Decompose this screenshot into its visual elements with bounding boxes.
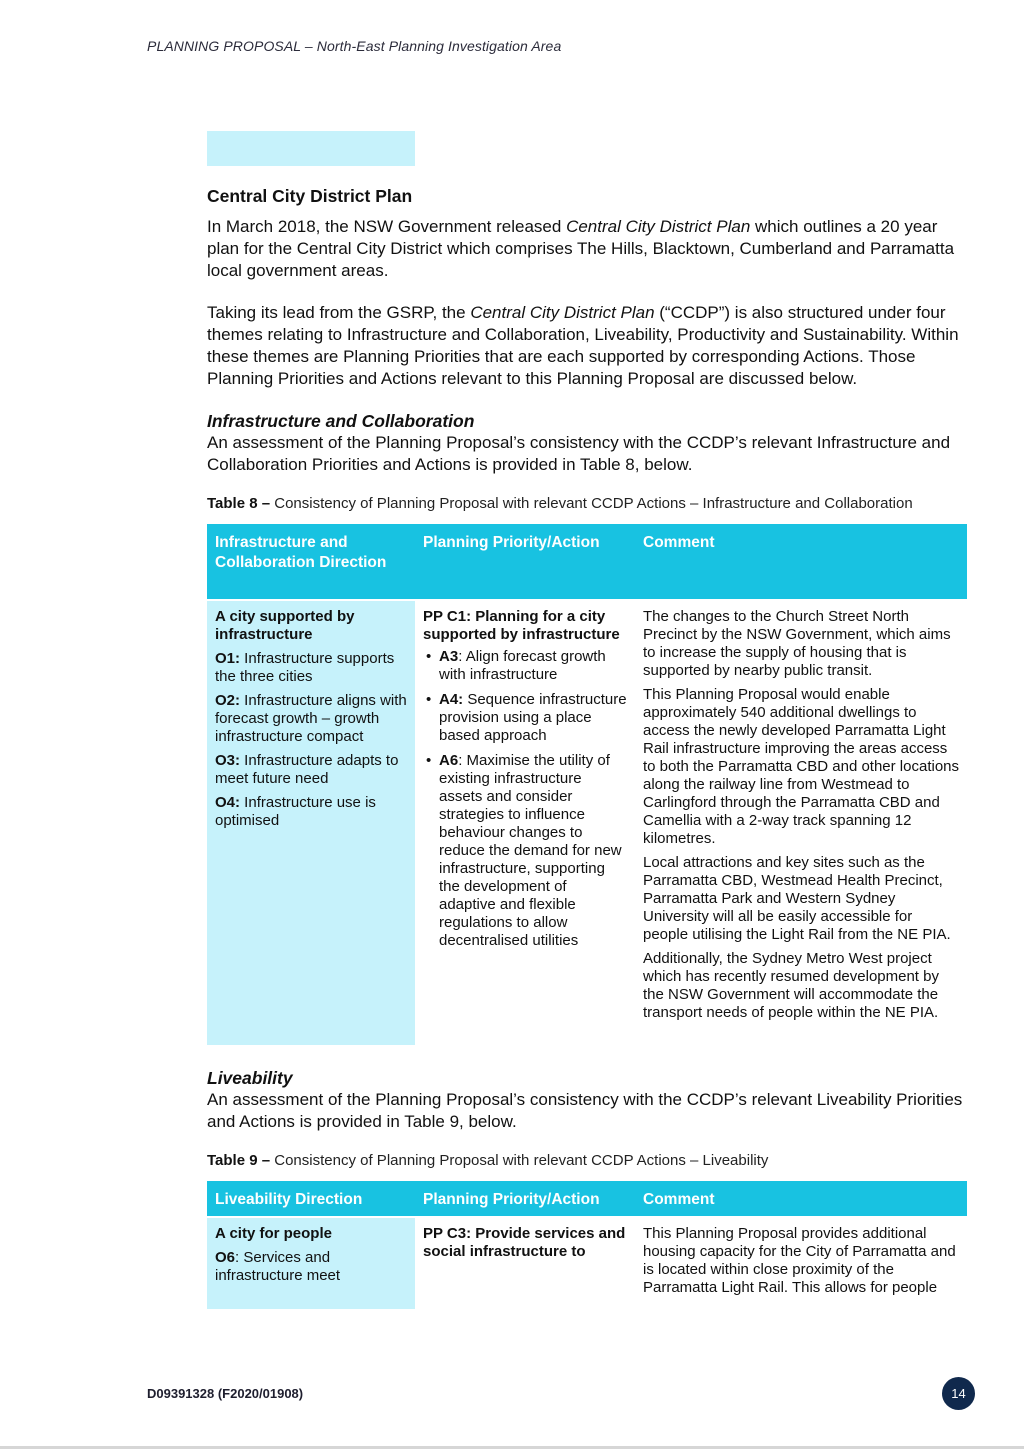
objective-code: O1: bbox=[215, 650, 241, 667]
direction-cell bbox=[207, 600, 415, 1045]
paragraph-themes bbox=[207, 302, 967, 390]
priority-title: PP C1: Planning for a city supported by infrastructure bbox=[423, 608, 620, 643]
plan-title-italic: Central City District Plan bbox=[566, 217, 751, 236]
action-item bbox=[423, 648, 627, 684]
liveability-heading: Liveability bbox=[207, 1068, 293, 1088]
objective-item bbox=[215, 650, 407, 686]
main-content bbox=[207, 186, 967, 1309]
table-header-row bbox=[207, 1181, 967, 1217]
caption-label: Table 9 – bbox=[207, 1152, 271, 1169]
comment-paragraph: The changes to the Church Street North Precinct by the NSW Government, which aims to increase the supply of housing that is supported by nearby public transit. bbox=[643, 608, 951, 679]
objective-item bbox=[215, 1249, 407, 1285]
objective-item bbox=[215, 692, 407, 746]
paragraph-text: Taking its lead from the GSRP, the bbox=[207, 303, 471, 322]
action-text: : Align forecast growth with infrastructure bbox=[439, 648, 606, 683]
action-code: A6 bbox=[439, 752, 459, 769]
action-list bbox=[423, 648, 627, 950]
table-9 bbox=[207, 1181, 967, 1309]
table-8-caption bbox=[207, 494, 967, 514]
action-code: A4: bbox=[439, 691, 464, 708]
priority-cell bbox=[415, 1217, 635, 1309]
objective-code: O4: bbox=[215, 794, 241, 811]
priority-title: PP C3: Provide services and social infrastructure to bbox=[423, 1225, 626, 1260]
caption-text: Consistency of Planning Proposal with relevant CCDP Actions – Infrastructure and Collaboration bbox=[270, 495, 913, 512]
comment-paragraph: This Planning Proposal would enable approximately 540 additional dwellings to access the newly developed Parramatta Light Rail infrastructure improving the areas access to both the Parramatta CBD and other locations along the railway line from Westmead to Carlingford through the Parramatta CBD and Camellia with a 2-way track spanning 12 kilometres. bbox=[643, 686, 960, 847]
direction-cell bbox=[207, 1217, 415, 1309]
objective-code: O3: bbox=[215, 752, 241, 769]
table-row bbox=[207, 600, 967, 1045]
column-header: Planning Priority/Action bbox=[415, 1181, 635, 1217]
highlight-block bbox=[207, 131, 415, 166]
table-header-row bbox=[207, 524, 967, 600]
column-header: Comment bbox=[635, 524, 967, 600]
caption-label: Table 8 – bbox=[207, 495, 271, 512]
paragraph-text: In March 2018, the NSW Government released bbox=[207, 217, 567, 236]
action-text: Sequence infrastructure provision using a place based approach bbox=[439, 691, 627, 744]
plan-title-italic: Central City District Plan bbox=[470, 303, 655, 322]
table-9-caption bbox=[207, 1151, 967, 1171]
action-item bbox=[423, 691, 627, 745]
caption-text: Consistency of Planning Proposal with relevant CCDP Actions – Liveability bbox=[270, 1152, 769, 1169]
liveability-intro: An assessment of the Planning Proposal’s consistency with the CCDP’s relevant Liveability Priorities and Actions is provided in Table 9, below. bbox=[207, 1090, 963, 1131]
infrastructure-heading: Infrastructure and Collaboration bbox=[207, 411, 475, 431]
section-title: Central City District Plan bbox=[207, 186, 413, 206]
objective-code: O6 bbox=[215, 1249, 236, 1266]
objective-item bbox=[215, 752, 407, 788]
table-row bbox=[207, 1217, 967, 1309]
action-item bbox=[423, 752, 627, 950]
objective-code: O2: bbox=[215, 692, 241, 709]
action-text: : Maximise the utility of existing infrastructure assets and consider strategies to influence behaviour changes to reduce the demand for new infrastructure, supporting the development of adaptive and flexible regulations to allow decentralised utilities bbox=[439, 752, 622, 949]
objective-text: Infrastructure aligns with forecast growth – growth infrastructure compact bbox=[215, 692, 407, 745]
objective-text: Infrastructure supports the three cities bbox=[215, 650, 395, 685]
document-id: D09391328 (F2020/01908) bbox=[147, 1386, 304, 1401]
comment-paragraph: Local attractions and key sites such as the Parramatta CBD, Westmead Health Precinct, Parramatta Park and Western Sydney University will all be easily accessible for people utilising the Light Rail from the NE PIA. bbox=[643, 854, 951, 943]
column-header: Comment bbox=[635, 1181, 967, 1217]
column-header: Infrastructure and Collaboration Direction bbox=[207, 524, 415, 600]
page-number-badge: 14 bbox=[942, 1377, 975, 1410]
paragraph-intro bbox=[207, 216, 967, 282]
direction-title: A city supported by infrastructure bbox=[215, 608, 355, 643]
objective-text: : Services and infrastructure meet bbox=[215, 1249, 341, 1284]
comment-cell bbox=[635, 1217, 967, 1309]
comment-paragraph: Additionally, the Sydney Metro West project which has recently resumed development by the NSW Government will accommodate the transport needs of people within the NE PIA. bbox=[643, 950, 939, 1021]
column-header: Planning Priority/Action bbox=[415, 524, 635, 600]
column-header: Liveability Direction bbox=[207, 1181, 415, 1217]
infrastructure-intro: An assessment of the Planning Proposal’s consistency with the CCDP’s relevant Infrastructure and Collaboration Priorities and Actions is provided in Table 8, below. bbox=[207, 433, 951, 474]
paragraph-text: which outlines a 20 year plan for the Central City District which comprises The Hills, Blacktown, Cumberland and Parramatta local government areas. bbox=[207, 217, 955, 280]
priority-cell bbox=[415, 600, 635, 1045]
table-8 bbox=[207, 524, 967, 1045]
comment-paragraph: This Planning Proposal provides additional housing capacity for the City of Parramatta and is located within close proximity of the Parramatta Light Rail. This allows for people bbox=[643, 1225, 956, 1296]
objective-text: Infrastructure adapts to meet future need bbox=[215, 752, 399, 787]
direction-title: A city for people bbox=[215, 1225, 332, 1242]
objective-item bbox=[215, 794, 407, 830]
comment-cell bbox=[635, 600, 967, 1045]
objective-text: Infrastructure use is optimised bbox=[215, 794, 376, 829]
page-header: PLANNING PROPOSAL – North-East Planning Investigation Area bbox=[147, 38, 562, 54]
action-code: A3 bbox=[439, 648, 459, 665]
paragraph-text: (“CCDP”) is also structured under four themes relating to Infrastructure and Collaboration, Liveability, Productivity and Sustainability. Within these themes are Planning Priorities that are each supported by corresponding Actions. Those Planning Priorities and Actions relevant to this Planning Proposal are discussed below. bbox=[207, 303, 959, 388]
